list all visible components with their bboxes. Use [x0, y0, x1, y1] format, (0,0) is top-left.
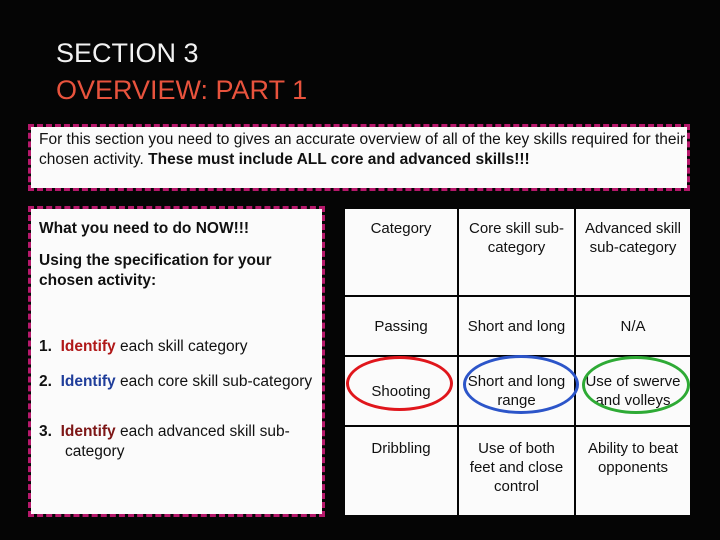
skills-table [343, 207, 692, 517]
table-row [344, 426, 691, 516]
intro-text-bold: These must include ALL core and advanced skills!!! [148, 151, 530, 168]
header-category: Category [344, 208, 458, 296]
list-text: each core skill sub-category [120, 373, 313, 390]
header-core-skill: Core skill sub-category [458, 208, 575, 296]
list-item [39, 337, 345, 357]
list-number: 1. [39, 338, 52, 355]
list-text: each advanced skill sub-category [65, 423, 290, 460]
table-cell: Use of both feet and close control [458, 426, 575, 516]
table-cell: Shooting [344, 356, 458, 426]
table-cell: N/A [575, 296, 691, 356]
list-keyword: Identify [60, 373, 116, 390]
list-text: each skill category [120, 338, 248, 355]
table-cell: Dribbling [344, 426, 458, 516]
list-keyword: Identify [60, 338, 116, 355]
list-number: 3. [39, 423, 52, 440]
table-cell: Use of swerve and volleys [575, 356, 691, 426]
instructions-heading: What you need to do NOW!!! [39, 220, 250, 237]
intro-text [39, 130, 687, 170]
header-advanced-skill: Advanced skill sub-category [575, 208, 691, 296]
instructions-subheading: Using the specification for your chosen activity: [39, 252, 272, 289]
section-subtitle: OVERVIEW: PART 1 [56, 75, 308, 105]
table-cell: Passing [344, 296, 458, 356]
table-cell: Short and long [458, 296, 575, 356]
table-cell: Ability to beat opponents [575, 426, 691, 516]
list-keyword: Identify [60, 423, 116, 440]
intro-text-regular: For this section you need to gives an accurate overview of all of the key skills required for their chosen activity. [39, 131, 686, 168]
table-row [344, 356, 691, 426]
list-number: 2. [39, 373, 52, 390]
section-title: SECTION 3 [56, 38, 199, 68]
list-item [39, 372, 345, 392]
table-cell: Short and long range [458, 356, 575, 426]
table-row [344, 296, 691, 356]
list-item [39, 422, 345, 462]
table-header-row [344, 208, 691, 296]
